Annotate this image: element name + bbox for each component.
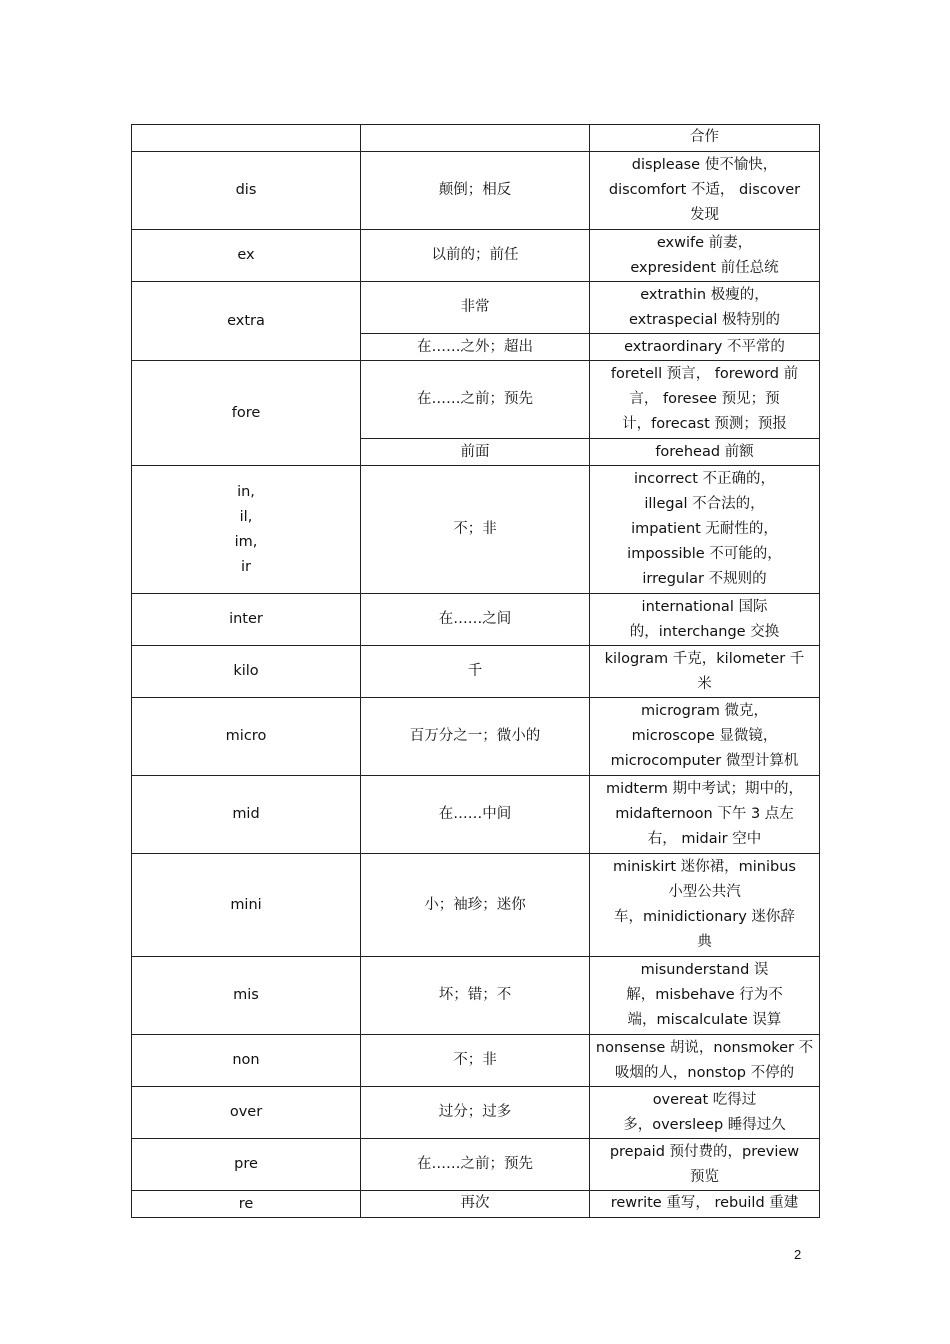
prefix-cell: dis <box>132 152 361 230</box>
examples-cell: displease 使不愉快， discomfort 不适， discover 发现 <box>590 152 820 230</box>
table-row <box>132 854 820 957</box>
prefix-cell: extra <box>132 282 361 361</box>
prefix-cell: in, il, im, ir <box>132 466 361 594</box>
examples-cell: overeat 吃得过 多，oversleep 睡得过久 <box>590 1087 820 1139</box>
meaning-cell: 在……之间 <box>361 594 590 646</box>
examples-cell: misunderstand 误 解，misbehave 行为不 端，miscalculate 误算 <box>590 957 820 1035</box>
examples-cell: forehead 前额 <box>590 439 820 466</box>
prefix-cell: non <box>132 1035 361 1087</box>
meaning-cell: 在……之前；预先 <box>361 361 590 439</box>
examples-cell: prepaid 预付费的，preview 预览 <box>590 1139 820 1191</box>
table-row <box>132 1087 820 1139</box>
prefix-cell <box>132 125 361 152</box>
prefix-cell: mis <box>132 957 361 1035</box>
table-row <box>132 646 820 698</box>
table-row <box>132 1035 820 1087</box>
table-row <box>132 776 820 854</box>
prefix-cell: re <box>132 1191 361 1218</box>
table-row <box>132 1139 820 1191</box>
table-row <box>132 152 820 230</box>
examples-cell: incorrect 不正确的， illegal 不合法的， impatient 无耐性的， impossible 不可能的， irregular 不规则的 <box>590 466 820 594</box>
prefix-cell: pre <box>132 1139 361 1191</box>
meaning-cell: 在……之前；预先 <box>361 1139 590 1191</box>
table-row <box>132 361 820 439</box>
examples-cell: rewrite 重写， rebuild 重建 <box>590 1191 820 1218</box>
examples-cell: extrathin 极瘦的， extraspecial 极特别的 <box>590 282 820 334</box>
meaning-cell: 坏；错；不 <box>361 957 590 1035</box>
examples-cell: international 国际 的，interchange 交换 <box>590 594 820 646</box>
meaning-cell: 前面 <box>361 439 590 466</box>
table-row <box>132 125 820 152</box>
examples-cell: nonsense 胡说，nonsmoker 不 吸烟的人，nonstop 不停的 <box>590 1035 820 1087</box>
prefix-table <box>131 124 820 1218</box>
prefix-cell: inter <box>132 594 361 646</box>
prefix-cell: ex <box>132 230 361 282</box>
meaning-cell: 以前的；前任 <box>361 230 590 282</box>
meaning-cell: 小；袖珍；迷你 <box>361 854 590 957</box>
meaning-cell: 非常 <box>361 282 590 334</box>
meaning-cell <box>361 125 590 152</box>
examples-cell: miniskirt 迷你裙，minibus 小型公共汽 车，minidictionary 迷你辞 典 <box>590 854 820 957</box>
meaning-cell: 在……中间 <box>361 776 590 854</box>
examples-cell: midterm 期中考试；期中的， midafternoon 下午 3 点左 右， midair 空中 <box>590 776 820 854</box>
table-row <box>132 594 820 646</box>
table-row <box>132 466 820 594</box>
prefix-cell: kilo <box>132 646 361 698</box>
meaning-cell: 过分；过多 <box>361 1087 590 1139</box>
prefix-cell: fore <box>132 361 361 466</box>
prefix-cell: micro <box>132 698 361 776</box>
meaning-cell: 颠倒；相反 <box>361 152 590 230</box>
meaning-cell: 在……之外；超出 <box>361 334 590 361</box>
examples-cell: 合作 <box>590 125 820 152</box>
examples-cell: microgram 微克， microscope 显微镜， microcomputer 微型计算机 <box>590 698 820 776</box>
prefix-cell: mini <box>132 854 361 957</box>
prefix-cell: mid <box>132 776 361 854</box>
meaning-cell: 百万分之一；微小的 <box>361 698 590 776</box>
examples-cell: kilogram 千克，kilometer 千 米 <box>590 646 820 698</box>
meaning-cell: 再次 <box>361 1191 590 1218</box>
meaning-cell: 不；非 <box>361 1035 590 1087</box>
meaning-cell: 不；非 <box>361 466 590 594</box>
table-row <box>132 230 820 282</box>
table-row <box>132 1191 820 1218</box>
table-row <box>132 698 820 776</box>
table-row <box>132 282 820 334</box>
examples-cell: foretell 预言， foreword 前 言， foresee 预见；预 计，forecast 预测；预报 <box>590 361 820 439</box>
examples-cell: exwife 前妻， expresident 前任总统 <box>590 230 820 282</box>
meaning-cell: 千 <box>361 646 590 698</box>
page-number: 2 <box>794 1247 802 1262</box>
prefix-cell: over <box>132 1087 361 1139</box>
table-row <box>132 957 820 1035</box>
examples-cell: extraordinary 不平常的 <box>590 334 820 361</box>
